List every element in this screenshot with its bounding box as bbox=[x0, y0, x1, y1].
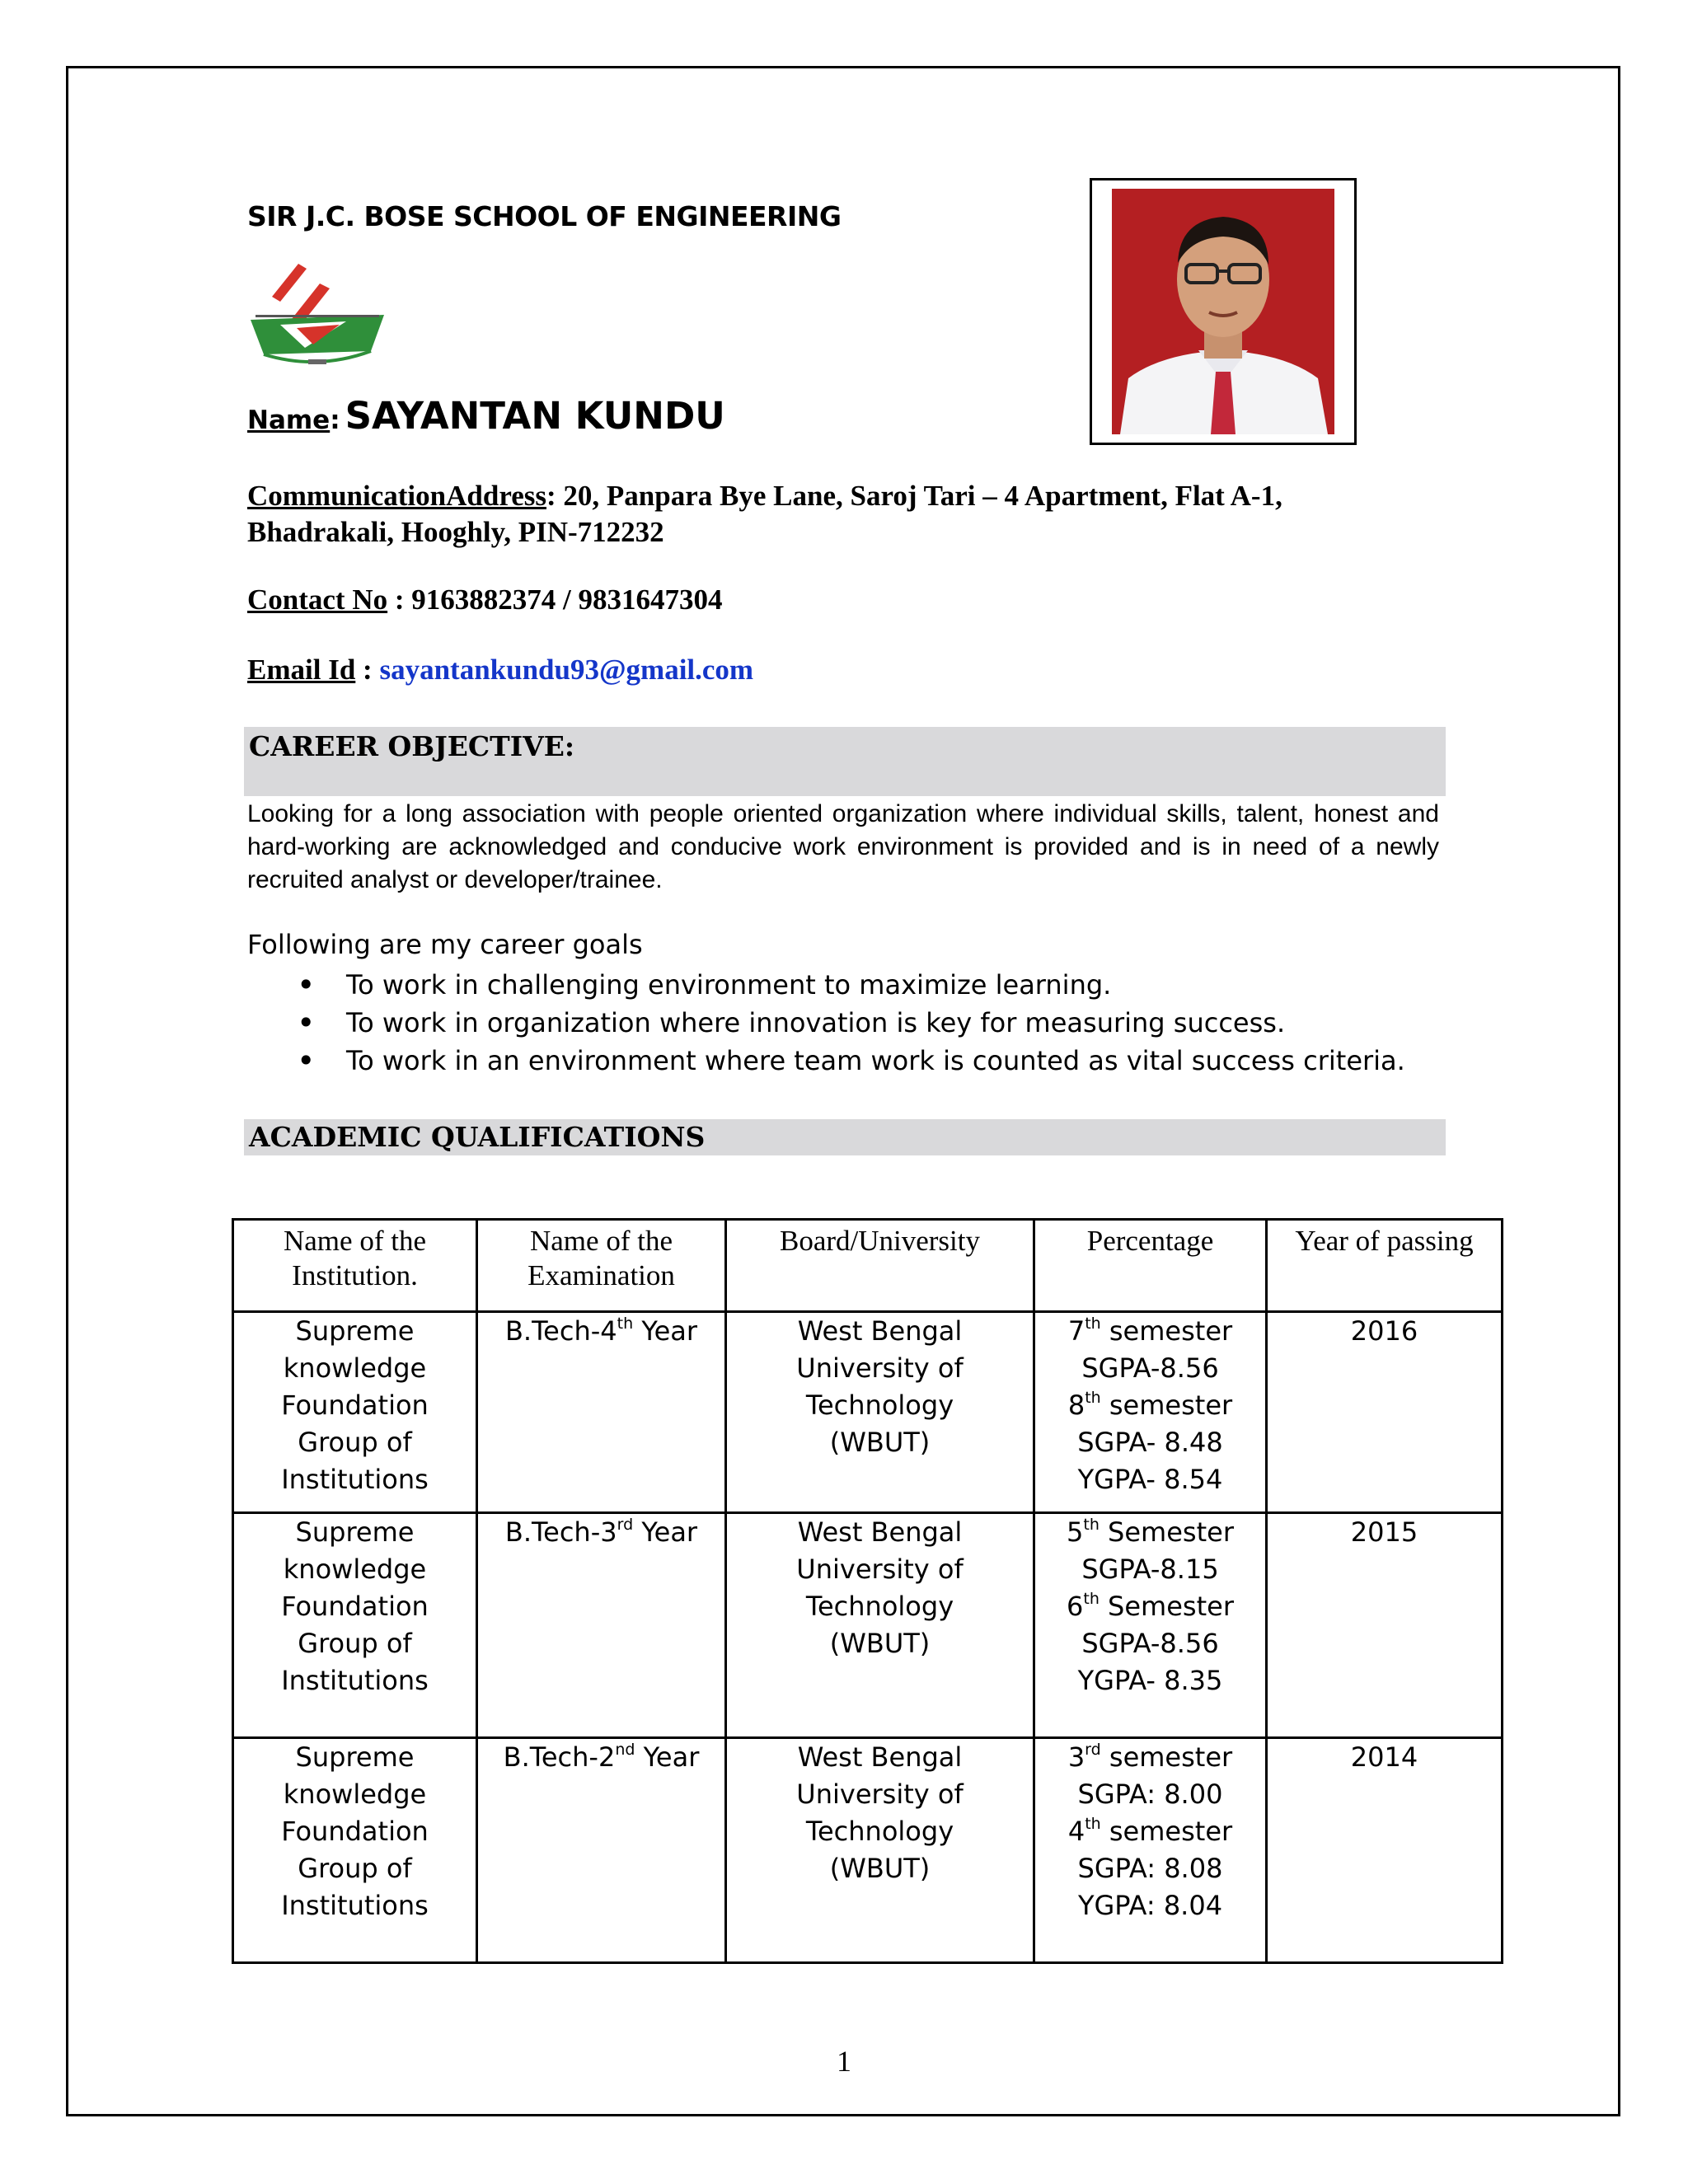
cell-board: West Bengal University of Technology (WBUT) bbox=[726, 1738, 1034, 1963]
email-separator: : bbox=[355, 654, 380, 686]
photo-frame bbox=[1090, 178, 1357, 445]
name-label: Name bbox=[247, 405, 331, 435]
name-value: SAYANTAN KUNDU bbox=[345, 394, 725, 438]
cell-year: 2015 bbox=[1267, 1513, 1503, 1738]
page-number: 1 bbox=[837, 2045, 851, 2078]
cell-year: 2014 bbox=[1267, 1738, 1503, 1963]
cell-institution: Supreme knowledge Foundation Group of Institutions bbox=[233, 1312, 477, 1513]
table-row bbox=[233, 1513, 1503, 1738]
header-percentage: Percentage bbox=[1034, 1220, 1267, 1312]
header-year: Year of passing bbox=[1267, 1220, 1503, 1312]
career-goals-intro: Following are my career goals bbox=[247, 929, 643, 960]
email-link[interactable]: sayantankundu93@gmail.com bbox=[379, 654, 754, 686]
person-icon bbox=[1112, 189, 1334, 434]
cell-board: West Bengal University of Technology (WBUT) bbox=[726, 1513, 1034, 1738]
academic-heading: ACADEMIC QUALIFICATIONS bbox=[244, 1119, 1446, 1155]
academic-table bbox=[232, 1218, 1503, 1964]
career-objective-heading: CAREER OBJECTIVE: bbox=[244, 727, 1446, 796]
cell-institution: Supreme knowledge Foundation Group of Institutions bbox=[233, 1738, 477, 1963]
header-examination: Name of the Examination bbox=[477, 1220, 726, 1312]
name-line bbox=[247, 394, 725, 438]
cell-examination: B.Tech-3rd Year bbox=[477, 1513, 726, 1738]
table-row bbox=[233, 1312, 1503, 1513]
cell-percentage: 5th Semester SGPA-8.15 6th Semester SGPA-8.56 YGPA- 8.35 bbox=[1034, 1513, 1267, 1738]
name-colon: : bbox=[330, 405, 340, 435]
goal-item: • To work in organization where innovation is key for measuring success. bbox=[297, 1004, 1405, 1042]
email-label: Email Id bbox=[247, 654, 356, 686]
contact-line bbox=[247, 583, 723, 616]
email-line bbox=[247, 654, 753, 687]
table-header-row bbox=[233, 1220, 1503, 1312]
cell-percentage: 7th semester SGPA-8.56 8th semester SGPA- 8.48 YGPA- 8.54 bbox=[1034, 1312, 1267, 1513]
header-institution: Name of the Institution. bbox=[233, 1220, 477, 1312]
cell-board: West Bengal University of Technology (WBUT) bbox=[726, 1312, 1034, 1513]
school-name: SIR J.C. BOSE SCHOOL OF ENGINEERING bbox=[247, 200, 842, 232]
address-value: : 20, Panpara Bye Lane, Saroj Tari – 4 Apartment, Flat A-1, Bhadrakali, Hooghly, PIN-712232 bbox=[247, 480, 1282, 548]
cell-examination: B.Tech-2nd Year bbox=[477, 1738, 726, 1963]
school-logo-icon bbox=[247, 262, 387, 377]
cell-year: 2016 bbox=[1267, 1312, 1503, 1513]
table-row bbox=[233, 1738, 1503, 1963]
profile-photo bbox=[1112, 189, 1334, 434]
address-line bbox=[247, 478, 1401, 551]
header-board: Board/University bbox=[726, 1220, 1034, 1312]
contact-label: Contact No bbox=[247, 583, 388, 616]
address-label: CommunicationAddress bbox=[247, 480, 547, 512]
goal-item: • To work in challenging environment to maximize learning. bbox=[297, 966, 1405, 1004]
goal-item: • To work in an environment where team work is counted as vital success criteria. bbox=[297, 1042, 1405, 1080]
cell-examination: B.Tech-4th Year bbox=[477, 1312, 726, 1513]
career-goals-list bbox=[297, 966, 1405, 1080]
cell-percentage: 3rd semester SGPA: 8.00 4th semester SGPA: 8.08 YGPA: 8.04 bbox=[1034, 1738, 1267, 1963]
career-objective-text: Looking for a long association with people oriented organization where individual skills, talent, honest and hard-working are acknowledged and conducive work environment is provided and is in need of a newly recruited analyst or developer/trainee. bbox=[247, 800, 1439, 893]
cell-institution: Supreme knowledge Foundation Group of Institutions bbox=[233, 1513, 477, 1738]
contact-value: : 9163882374 / 9831647304 bbox=[387, 583, 723, 616]
